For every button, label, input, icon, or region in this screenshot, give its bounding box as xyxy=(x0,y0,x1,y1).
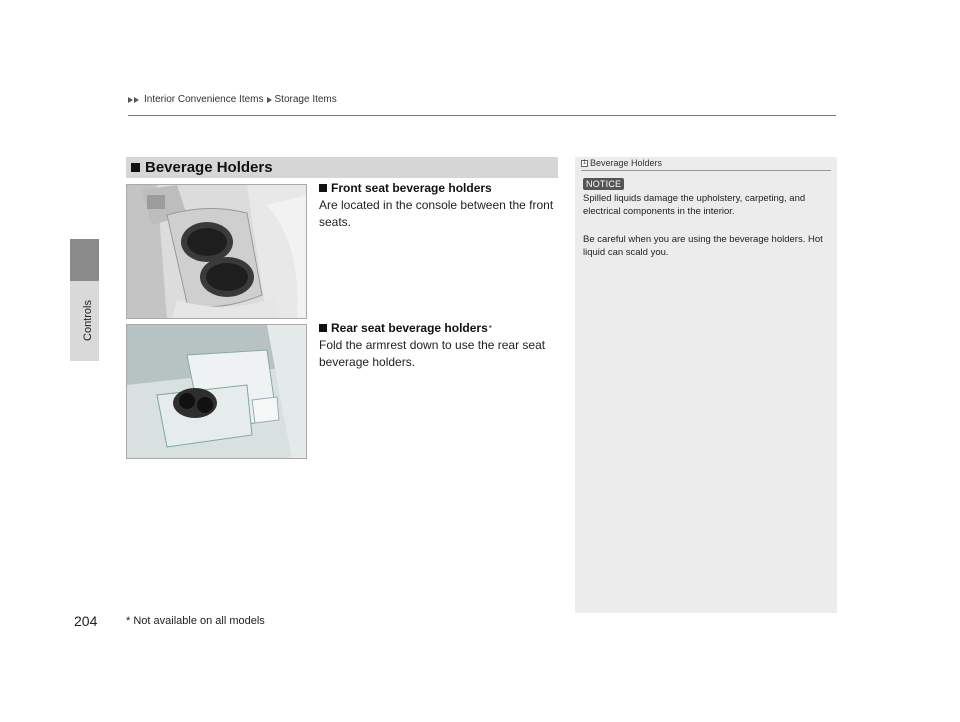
breadcrumb-arrow-icon xyxy=(267,97,272,103)
note-panel xyxy=(575,157,837,613)
footnote: * Not available on all models xyxy=(126,615,265,627)
front-seat-description: Are located in the console between the front seats. xyxy=(319,198,554,229)
square-bullet-icon xyxy=(131,163,140,172)
reference-marker-icon: 1 xyxy=(582,159,587,166)
rear-seat-description: Fold the armrest down to use the rear seat beverage holders. xyxy=(319,338,546,369)
section-header xyxy=(126,157,558,178)
section-title: Beverage Holders xyxy=(145,159,273,176)
note-paragraph: Be careful when you are using the beverage holders. Hot liquid can scald you. xyxy=(583,234,823,258)
front-cup-holder-illustration xyxy=(126,184,307,319)
note-title: 1 Beverage Holders xyxy=(582,158,663,168)
rear-cup-holder-illustration xyxy=(126,324,307,459)
breadcrumb-item-interior-convenience[interactable]: Interior Convenience Items xyxy=(144,94,264,105)
square-bullet-icon xyxy=(319,184,327,192)
square-bullet-icon xyxy=(319,324,327,332)
notice-badge: NOTICE xyxy=(583,178,624,190)
breadcrumb-arrow-icon xyxy=(128,97,139,103)
breadcrumb xyxy=(128,94,337,105)
rear-seat-heading: Rear seat beverage holders * xyxy=(319,321,492,335)
chapter-tab-marker xyxy=(70,239,99,281)
footnote-asterisk[interactable]: * xyxy=(488,323,492,333)
note-paragraph: Spilled liquids damage the upholstery, carpeting, and electrical components in the interior. xyxy=(583,193,806,217)
front-seat-heading: Front seat beverage holders xyxy=(319,181,492,195)
note-divider xyxy=(581,170,831,171)
header-divider xyxy=(128,115,836,116)
breadcrumb-item-storage-items[interactable]: Storage Items xyxy=(274,94,337,105)
chapter-tab-label[interactable]: Controls xyxy=(82,300,94,341)
page-number: 204 xyxy=(74,613,98,629)
